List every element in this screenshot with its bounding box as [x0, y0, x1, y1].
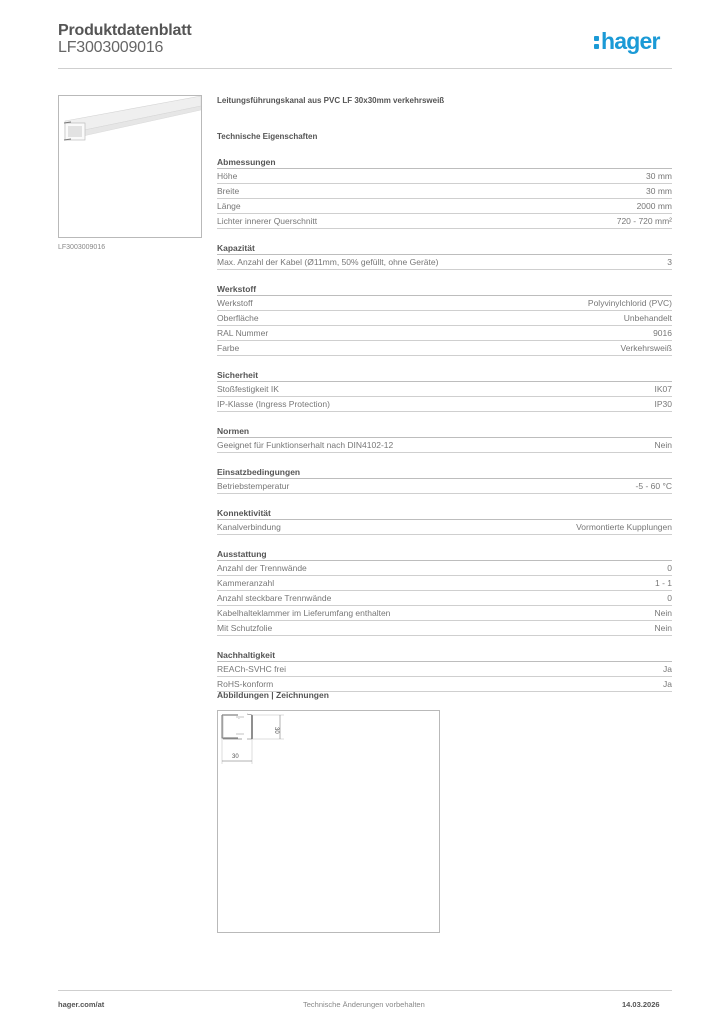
table-row: Geeignet für Funktionserhalt nach DIN4102-12 Nein — [217, 438, 672, 453]
section-title: Abmessungen — [217, 157, 672, 169]
svg-text:30: 30 — [273, 727, 279, 734]
table-row: Kabelhalteklammer im Lieferumfang enthalten Nein — [217, 606, 672, 621]
product-code: LF3003009016 — [58, 39, 164, 56]
section-werkstoff — [217, 284, 672, 356]
table-row: Breite 30 mm — [217, 184, 672, 199]
section-kapazitaet — [217, 243, 672, 270]
section-title: Einsatzbedingungen — [217, 467, 672, 479]
table-row: Anzahl steckbare Trennwände 0 — [217, 591, 672, 606]
footer-website-link[interactable]: hager.com/at — [58, 1000, 105, 1009]
table-row: Kammeranzahl 1 - 1 — [217, 576, 672, 591]
footer-date: 14.03.2026 — [622, 1000, 660, 1009]
product-content — [217, 96, 672, 692]
table-row: REACh-SVHC frei Ja — [217, 662, 672, 677]
table-row: Länge 2000 mm — [217, 199, 672, 214]
document-title: Produktdatenblatt — [58, 22, 192, 39]
section-ausstattung — [217, 549, 672, 636]
table-row: Mit Schutzfolie Nein — [217, 621, 672, 636]
section-konnektivitaet — [217, 508, 672, 535]
section-title: Ausstattung — [217, 549, 672, 561]
table-row: Kanalverbindung Vormontierte Kupplungen — [217, 520, 672, 535]
footer-divider — [58, 990, 672, 991]
svg-text:30: 30 — [232, 754, 239, 760]
section-abmessungen — [217, 157, 672, 229]
section-sicherheit — [217, 370, 672, 412]
section-title: Nachhaltigkeit — [217, 650, 672, 662]
table-row: RoHS-konform Ja — [217, 677, 672, 692]
section-title: Werkstoff — [217, 284, 672, 296]
table-row: Lichter innerer Querschnitt 720 - 720 mm² — [217, 214, 672, 229]
header-divider — [58, 68, 672, 69]
section-normen — [217, 426, 672, 453]
table-row: Werkstoff Polyvinylchlorid (PVC) — [217, 296, 672, 311]
table-row: Höhe 30 mm — [217, 169, 672, 184]
product-image — [58, 95, 202, 238]
drawings-heading: Abbildungen | Zeichnungen — [217, 690, 329, 700]
section-title: Normen — [217, 426, 672, 438]
tech-properties-heading: Technische Eigenschaften — [217, 132, 318, 141]
section-title: Konnektivität — [217, 508, 672, 520]
table-row: Anzahl der Trennwände 0 — [217, 561, 672, 576]
technical-drawing — [217, 710, 440, 933]
section-title: Sicherheit — [217, 370, 672, 382]
table-row: Max. Anzahl der Kabel (Ø11mm, 50% gefüllt, ohne Geräte) 3 — [217, 255, 672, 270]
table-row: Oberfläche Unbehandelt — [217, 311, 672, 326]
table-row: Betriebstemperatur -5 - 60 °C — [217, 479, 672, 494]
logo-colon-icon — [594, 35, 599, 49]
product-description: Leitungsführungskanal aus PVC LF 30x30mm verkehrsweiß — [217, 96, 445, 105]
cross-section-drawing-icon — [218, 711, 441, 934]
table-row: Stoßfestigkeit IK IK07 — [217, 382, 672, 397]
table-row: IP-Klasse (Ingress Protection) IP30 — [217, 397, 672, 412]
section-title: Kapazität — [217, 243, 672, 255]
table-row: Farbe Verkehrsweiß — [217, 341, 672, 356]
hager-logo: hager — [594, 28, 660, 55]
product-image-caption: LF3003009016 — [58, 244, 106, 251]
footer-notice: Technische Änderungen vorbehalten — [303, 1000, 425, 1009]
svg-text:~: ~ — [238, 716, 240, 720]
cable-duct-image-icon — [59, 96, 202, 238]
section-nachhaltigkeit — [217, 650, 672, 692]
table-row: RAL Nummer 9016 — [217, 326, 672, 341]
section-einsatzbedingungen — [217, 467, 672, 494]
